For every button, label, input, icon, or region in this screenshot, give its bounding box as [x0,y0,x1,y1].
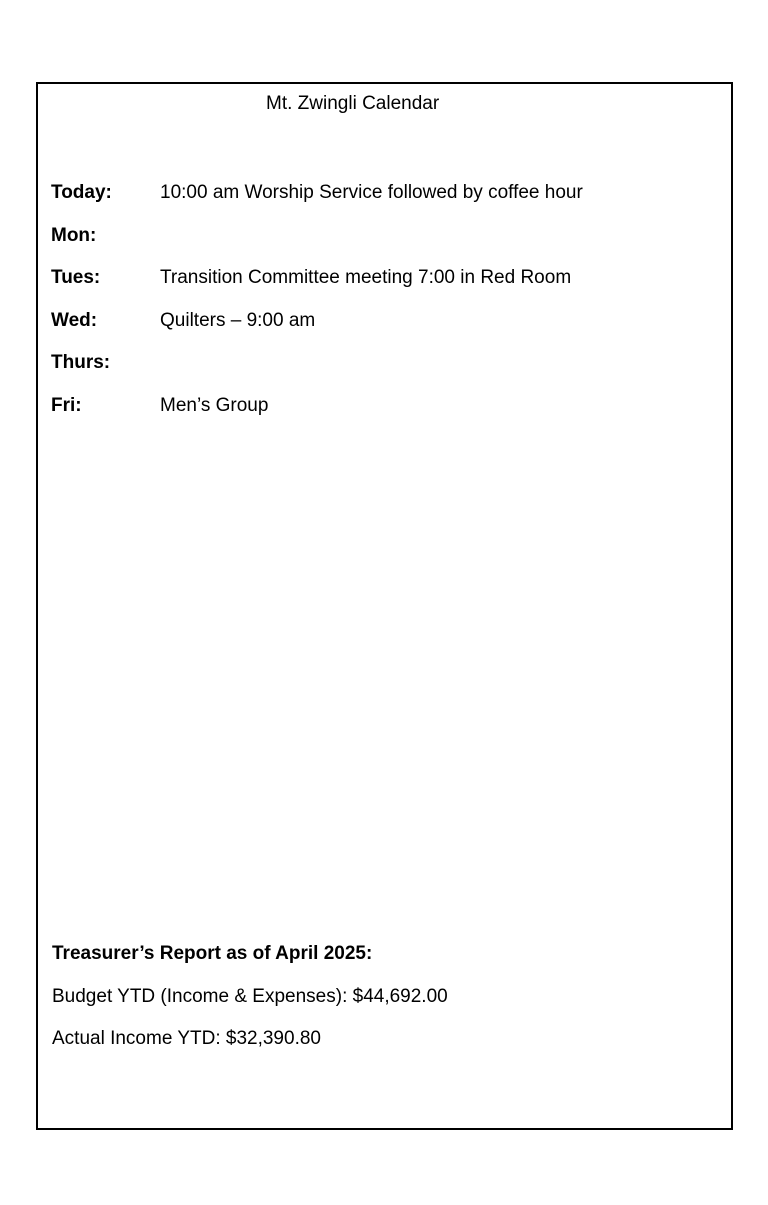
day-label: Fri: [51,395,82,416]
day-event: Transition Committee meeting 7:00 in Red Room [160,267,572,288]
day-label: Wed: [51,310,98,331]
day-label: Mon: [51,225,97,246]
budget-ytd: Budget YTD (Income & Expenses): $44,692.00 [52,986,448,1007]
day-label: Today: [51,182,112,203]
treasurer-heading: Treasurer’s Report as of April 2025: [52,943,373,964]
day-label: Thurs: [51,352,111,373]
calendar-title: Mt. Zwingli Calendar [266,93,440,114]
actual-income-ytd: Actual Income YTD: $32,390.80 [52,1028,321,1049]
day-event: 10:00 am Worship Service followed by coffee hour [160,182,583,203]
day-label: Tues: [51,267,101,288]
day-event: Men’s Group [160,395,269,416]
calendar-frame [36,82,733,1130]
day-event: Quilters – 9:00 am [160,310,316,331]
